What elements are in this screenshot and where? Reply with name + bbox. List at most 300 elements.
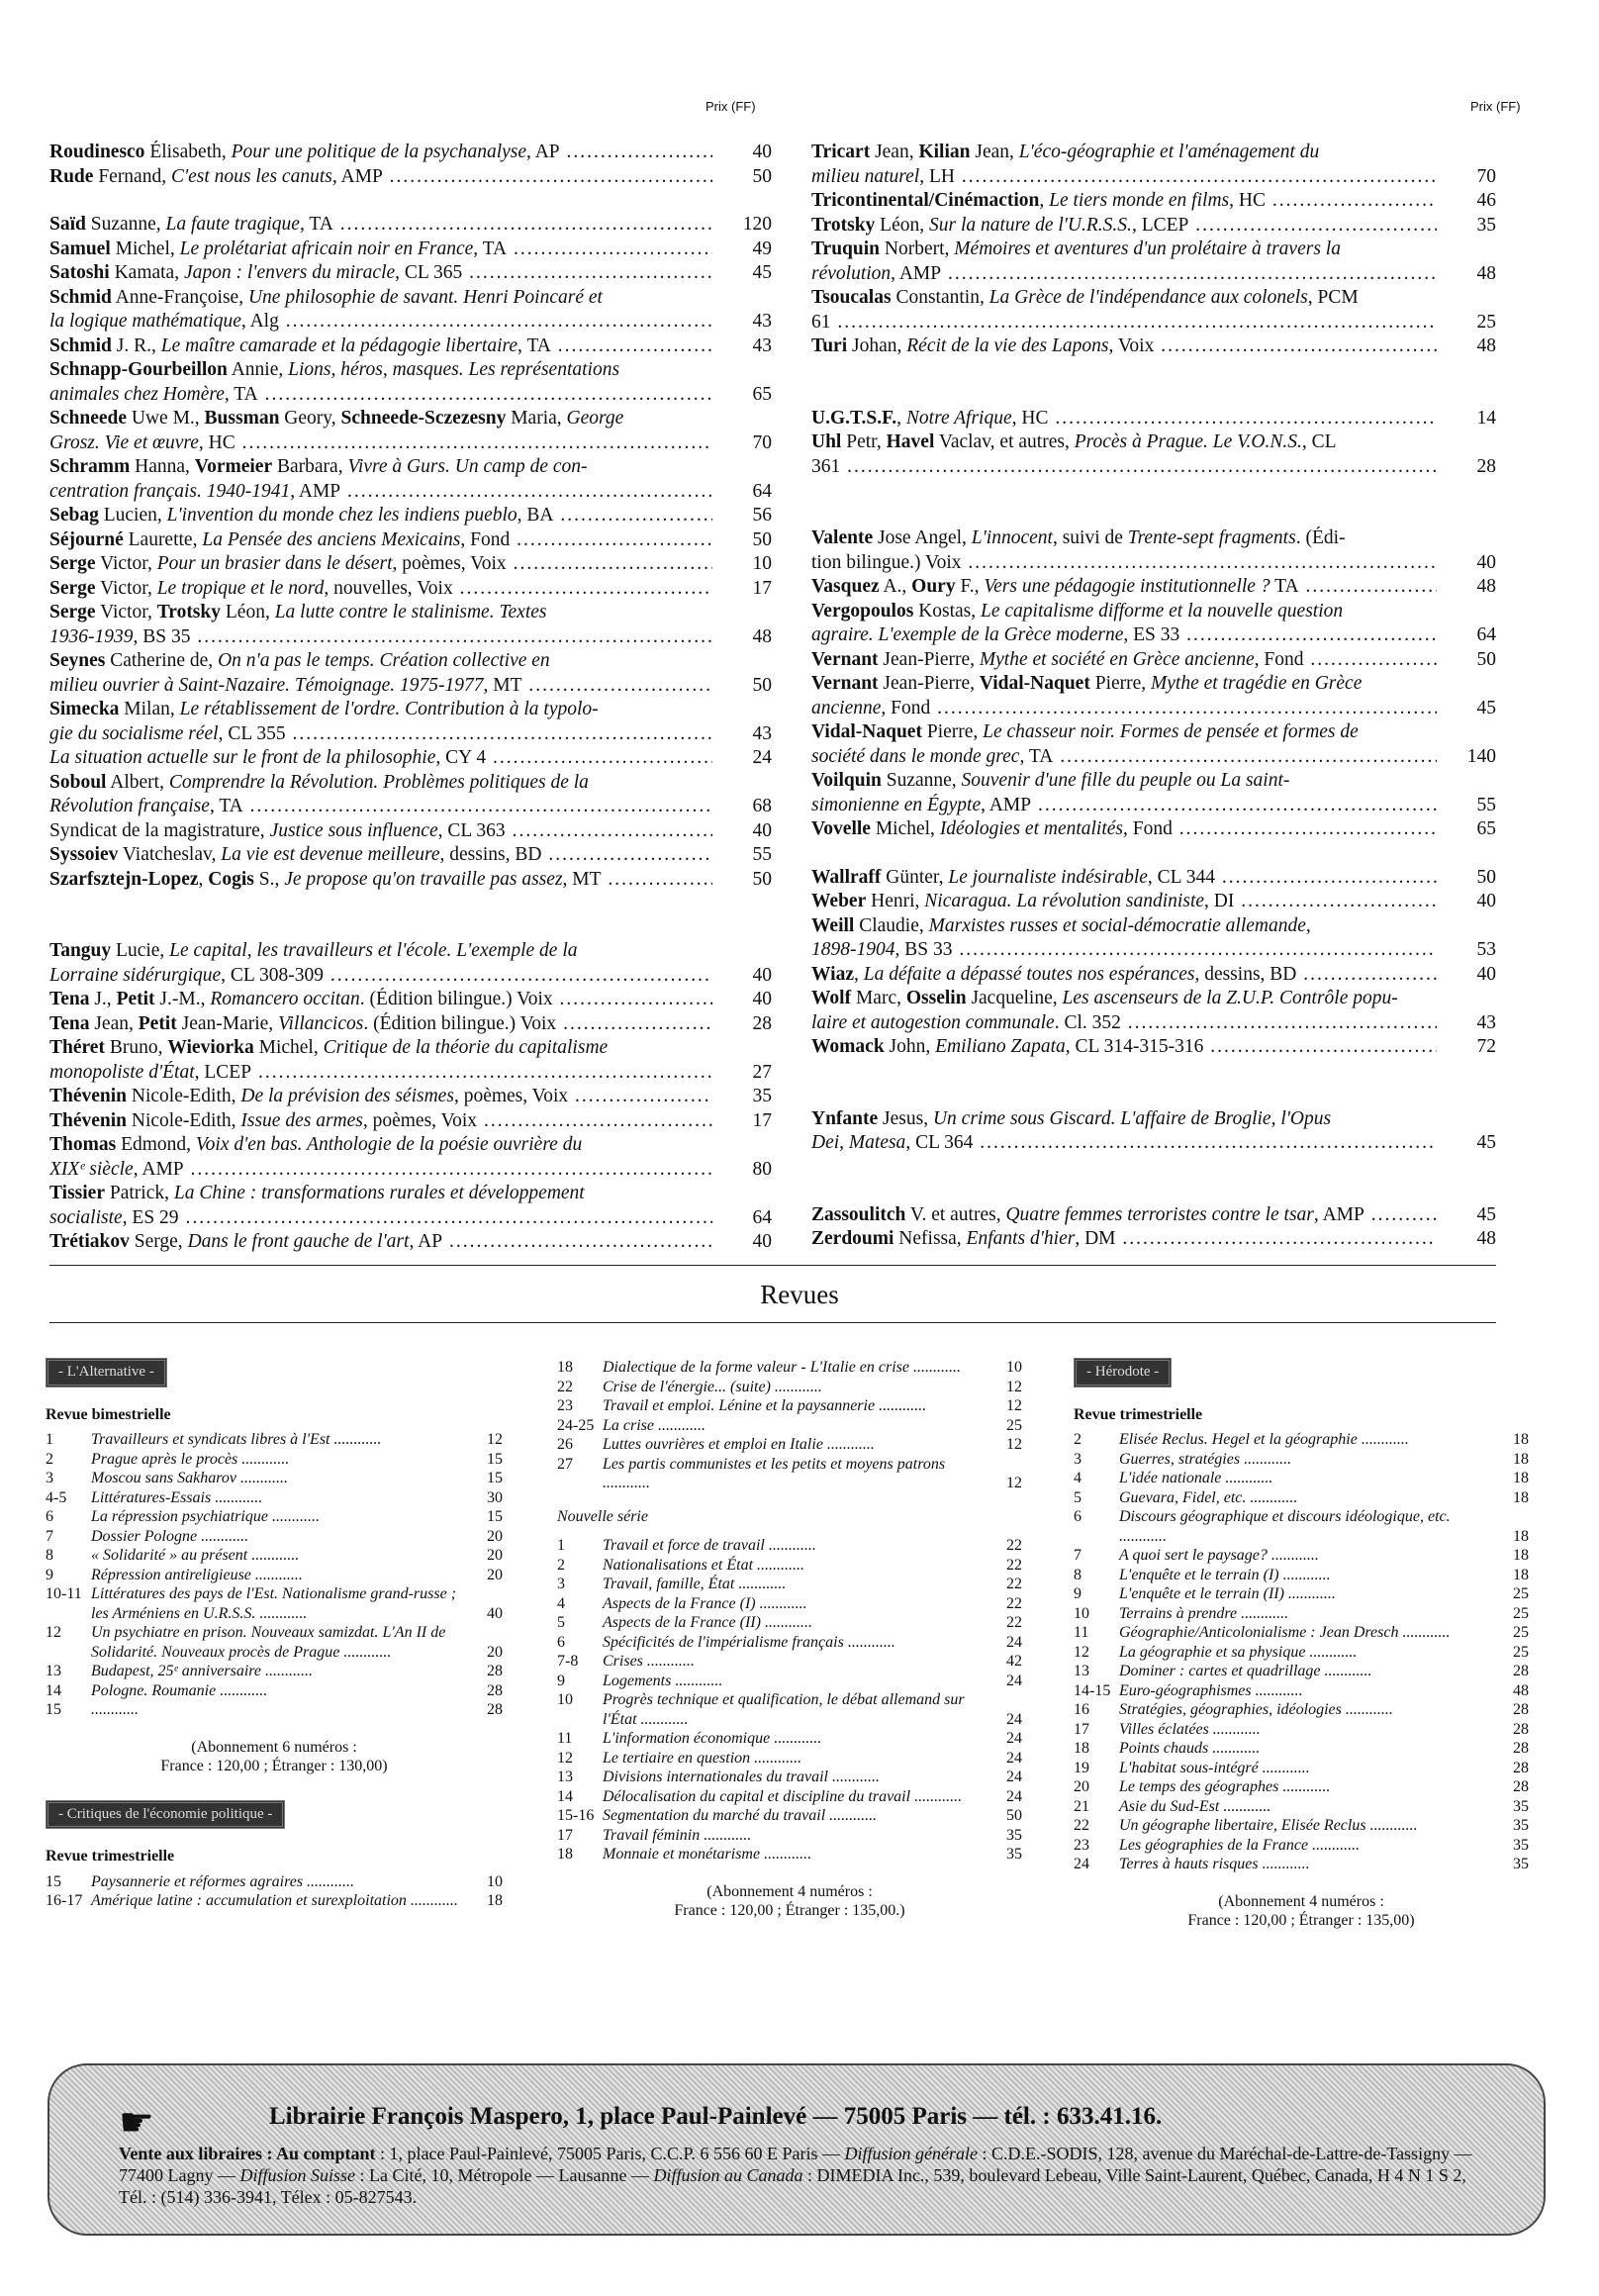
issue-title: Le temps des géographes ............ bbox=[1119, 1778, 1331, 1795]
issue-number: 22 bbox=[1074, 1817, 1089, 1834]
issue-price: 24 bbox=[1006, 1769, 1022, 1785]
issue-title: Travailleurs et syndicats libres à l'Est ............ bbox=[91, 1431, 382, 1448]
revue-issue bbox=[46, 1872, 503, 1892]
entry-price: 64 bbox=[1476, 624, 1496, 645]
entry-price: 40 bbox=[752, 819, 772, 841]
revue-issue bbox=[1074, 1450, 1529, 1470]
entry-line: Valente Jose Angel, L'innocent, suivi de Trente-sept fragments. (Édi- bbox=[811, 527, 1346, 548]
issue-number: 9 bbox=[46, 1566, 53, 1583]
issue-title: Moscou sans Sakharov ............ bbox=[91, 1470, 288, 1486]
issue-price: 15 bbox=[487, 1508, 503, 1525]
entry-line: Voilquin Suzanne, Souvenir d'une fille du peuple ou La saint- bbox=[811, 770, 1290, 791]
issue-title: Terrains à prendre ............ bbox=[1119, 1604, 1289, 1622]
entry-line: Wallraff Günter, Le journaliste indésirable, CL 344 ..... bbox=[811, 866, 1437, 891]
issue-title: L'information économique ............ bbox=[603, 1730, 822, 1747]
entry-price: 48 bbox=[1476, 1228, 1496, 1249]
issue-number: 23 bbox=[1074, 1836, 1089, 1854]
entry-line: Wiaz, La défaite a dépassé toutes nos espérances, dessins, BD ..... bbox=[811, 963, 1437, 988]
entry-price: 43 bbox=[1476, 1011, 1496, 1033]
entry-price: 65 bbox=[752, 383, 772, 405]
issue-title: Les géographies de la France ............ bbox=[1119, 1836, 1361, 1854]
entry-line: Syndicat de la magistrature, Justice sous influence, CL 363 ..... bbox=[49, 819, 712, 844]
entry-price: 40 bbox=[752, 989, 772, 1009]
nouvelle-serie-list bbox=[557, 1536, 1022, 1865]
revue-issue bbox=[46, 1584, 503, 1623]
abonnement-line: France : 120,00 ; Étranger : 135,00) bbox=[1187, 1912, 1415, 1929]
entry-line: Schramm Hanna, Vormeier Barbara, Vivre à Gurs. Un camp de con- bbox=[49, 456, 588, 477]
issue-title: Monnaie et monétarisme ............ bbox=[603, 1846, 812, 1863]
revue-issue bbox=[557, 1396, 1022, 1416]
revue-issue bbox=[1074, 1836, 1529, 1856]
revue-issue bbox=[557, 1455, 1022, 1493]
issue-number: 10-11 bbox=[46, 1585, 82, 1602]
revue-issue bbox=[557, 1826, 1022, 1846]
entry-price: 45 bbox=[1476, 1132, 1496, 1153]
issue-title: Délocalisation du capital et discipline du travail ............ bbox=[603, 1787, 963, 1805]
issue-number: 17 bbox=[1074, 1720, 1089, 1738]
entry-line: Tena J., Petit J.-M., Romancero occitan. (Édition bilingue.) Voix ..... bbox=[49, 988, 712, 1012]
entry-line: Seynes Catherine de, On n'a pas le temps. Création collective en bbox=[49, 650, 550, 671]
entry-line: La situation actuelle sur le front de la philosophie, CY 4 ..... bbox=[49, 746, 712, 771]
critiques-abonnement bbox=[557, 1882, 1022, 1921]
catalogue-entry bbox=[49, 698, 772, 746]
entry-line: Truquin Norbert, Mémoires et aventures d'un prolétaire à travers la bbox=[811, 239, 1341, 259]
revue-issue bbox=[557, 1652, 1022, 1672]
alternatives-list bbox=[46, 1430, 503, 1720]
entry-price: 43 bbox=[752, 722, 772, 744]
issue-price: 20 bbox=[487, 1566, 503, 1583]
entry-line: Schmid J. R., Le maître camarade et la pédagogie libertaire, TA ..... bbox=[49, 335, 712, 359]
issue-title: Dossier Pologne ............ bbox=[91, 1527, 249, 1545]
entry-price: 40 bbox=[1476, 551, 1496, 573]
revue-issue bbox=[557, 1556, 1022, 1576]
issue-number: 16-17 bbox=[46, 1892, 83, 1909]
catalogue-entry bbox=[49, 552, 772, 577]
issue-number: 2 bbox=[1074, 1431, 1082, 1448]
entry-line: Serge Victor, Pour un brasier dans le désert, poèmes, Voix ..... bbox=[49, 552, 712, 577]
issue-price: 28 bbox=[1513, 1778, 1529, 1795]
issue-title: « Solidarité » au présent ............ bbox=[91, 1547, 300, 1564]
issue-price: 15 bbox=[487, 1450, 503, 1468]
entry-price: 72 bbox=[1476, 1036, 1496, 1057]
revues-divider bbox=[49, 1322, 1496, 1323]
catalogue-entry bbox=[49, 1182, 772, 1230]
revue-issue bbox=[46, 1623, 503, 1662]
issue-title: La répression psychiatrique ............ bbox=[91, 1508, 320, 1525]
catalogue-entry bbox=[49, 939, 772, 988]
issue-number: 14 bbox=[557, 1787, 573, 1805]
issue-title: Un géographe libertaire, Elisée Reclus ............ bbox=[1119, 1817, 1418, 1834]
issue-number: 9 bbox=[557, 1672, 565, 1689]
issue-price: 35 bbox=[1513, 1856, 1529, 1872]
issue-price: 35 bbox=[1513, 1836, 1529, 1854]
entry-price: 64 bbox=[752, 480, 772, 502]
catalogue-entry bbox=[811, 890, 1496, 914]
catalogue-entry bbox=[49, 504, 772, 528]
issue-price: 18 bbox=[487, 1892, 503, 1909]
spacer bbox=[811, 479, 1496, 503]
issue-price: 28 bbox=[487, 1701, 503, 1718]
revue-column-3 bbox=[1074, 1358, 1529, 1941]
revue-issue bbox=[557, 1806, 1022, 1826]
entry-price: 50 bbox=[752, 868, 772, 890]
entry-line: agraire. L'exemple de la Grèce moderne, ES 33 ..... bbox=[811, 623, 1437, 648]
issue-title: Guerres, stratégies ............ bbox=[1119, 1450, 1292, 1468]
revue-issue bbox=[46, 1681, 503, 1701]
librairie-address: Librairie François Maspero, 1, place Paul-Painlevé — 75005 Paris — tél. : 633.41.16. bbox=[269, 2103, 1163, 2130]
issue-title: Travail et emploi. Lénine et la paysannerie ............ bbox=[603, 1397, 927, 1414]
critiques-list bbox=[46, 1872, 503, 1911]
issue-title: Prague après le procès ............ bbox=[91, 1450, 290, 1468]
catalogue-entry bbox=[49, 746, 772, 771]
entry-line: Tricart Jean, Kilian Jean, L'éco-géographie et l'aménagement du bbox=[811, 142, 1320, 162]
issue-title: Amérique latine : accumulation et surexploitation ............ bbox=[91, 1892, 458, 1909]
issue-title: Aspects de la France (I) ............ bbox=[603, 1594, 807, 1612]
issue-number: 13 bbox=[46, 1663, 61, 1679]
entry-line: la logique mathématique, Alg ..... bbox=[49, 310, 712, 335]
issue-title: Géographie/Anticolonialisme : Jean Dresch ............ bbox=[1119, 1624, 1451, 1641]
issue-number: 15 bbox=[46, 1701, 61, 1718]
entry-line: 361 ..... bbox=[811, 455, 1437, 480]
entry-line: Zerdoumi Nefissa, Enfants d'hier, DM ..... bbox=[811, 1227, 1437, 1252]
issue-price: 24 bbox=[1006, 1787, 1022, 1805]
entry-price: 50 bbox=[1476, 648, 1496, 670]
issue-title: La géographie et sa physique ............ bbox=[1119, 1643, 1358, 1661]
issue-price: 25 bbox=[1513, 1643, 1529, 1661]
top-divider bbox=[49, 1265, 1496, 1266]
catalogue-entry bbox=[811, 914, 1496, 963]
revue-issue bbox=[46, 1700, 503, 1720]
issue-title: Un psychiatre en prison. Nouveaux samizdat. L'An II de Solidarité. Nouveaux procès de Prague ............ bbox=[91, 1624, 446, 1661]
issue-number: 12 bbox=[46, 1624, 61, 1641]
revue-issue bbox=[557, 1633, 1022, 1653]
issue-number: 26 bbox=[557, 1436, 573, 1453]
issue-price: 18 bbox=[1513, 1450, 1529, 1468]
entry-line: laire et autogestion communale. Cl. 352 ..... bbox=[811, 1011, 1437, 1036]
entry-price: 24 bbox=[752, 747, 772, 768]
catalogue-entry bbox=[49, 649, 772, 698]
entry-line: Syssoiev Viatcheslav, La vie est devenue meilleure, dessins, BD ..... bbox=[49, 843, 712, 868]
revue-issue bbox=[557, 1672, 1022, 1691]
catalogue-entry bbox=[811, 407, 1496, 431]
entry-line: gie du socialisme réel, CL 355 ..... bbox=[49, 722, 712, 747]
issue-title: Crise de l'énergie... (suite) ............ bbox=[603, 1378, 822, 1395]
issue-title: Elisée Reclus. Hegel et la géographie ............ bbox=[1119, 1431, 1409, 1448]
revue-issue bbox=[46, 1469, 503, 1488]
issue-price: 18 bbox=[1513, 1431, 1529, 1448]
entry-price: 35 bbox=[1476, 214, 1496, 236]
issue-number: 6 bbox=[1074, 1508, 1082, 1525]
entry-line: Tricontinental/Cinémaction, Le tiers monde en films, HC ..... bbox=[811, 189, 1437, 214]
entry-line: Weber Henri, Nicaragua. La révolution sandiniste, DI ..... bbox=[811, 890, 1437, 914]
issue-price: 28 bbox=[1513, 1701, 1529, 1718]
catalogue-entry bbox=[49, 358, 772, 407]
issue-price: 40 bbox=[487, 1604, 503, 1622]
entry-price: 53 bbox=[1476, 939, 1496, 960]
entry-price: 45 bbox=[1476, 1203, 1496, 1225]
issue-title: Travail et force de travail ............ bbox=[603, 1537, 816, 1554]
abonnement-line: France : 120,00 ; Étranger : 135,00.) bbox=[674, 1902, 905, 1919]
revue-issue bbox=[46, 1527, 503, 1547]
issue-number: 22 bbox=[557, 1378, 573, 1395]
entry-price: 28 bbox=[1476, 455, 1496, 477]
revue-issue bbox=[557, 1575, 1022, 1594]
catalogue-entry bbox=[49, 261, 772, 286]
catalogue-entry bbox=[49, 407, 772, 455]
issue-number: 4-5 bbox=[46, 1488, 67, 1506]
entry-line: milieu naturel, LH ..... bbox=[811, 165, 1437, 190]
catalogue-entry bbox=[49, 1036, 772, 1085]
issue-price: 18 bbox=[1513, 1566, 1529, 1583]
issue-number: 9 bbox=[1074, 1585, 1082, 1602]
entry-line: Vasquez A., Oury F., Vers une pédagogie institutionnelle ? TA ..... bbox=[811, 575, 1437, 600]
alternatives-banner: - L'Alternative - bbox=[46, 1358, 167, 1387]
entry-line: Serge Victor, Trotsky Léon, La lutte contre le stalinisme. Textes bbox=[49, 602, 547, 622]
issue-number: 13 bbox=[557, 1769, 573, 1785]
catalogue-entry bbox=[49, 213, 772, 238]
issue-price: 12 bbox=[1006, 1397, 1022, 1414]
issue-number: 19 bbox=[1074, 1759, 1089, 1776]
entry-price: 50 bbox=[752, 674, 772, 696]
revue-column-1 bbox=[46, 1358, 503, 1911]
entry-line: Révolution française, TA ..... bbox=[49, 795, 712, 819]
revue-issue bbox=[557, 1768, 1022, 1787]
right-catalogue-column bbox=[811, 141, 1496, 1252]
issue-price: 28 bbox=[487, 1663, 503, 1679]
entry-price: 70 bbox=[1476, 165, 1496, 187]
catalogue-entry bbox=[811, 430, 1496, 479]
issue-number: 17 bbox=[557, 1826, 573, 1844]
entry-line: Weill Claudie, Marxistes russes et social-démocratie allemande, bbox=[811, 914, 1311, 936]
issue-number: 11 bbox=[1074, 1624, 1089, 1641]
issue-number: 24-25 bbox=[557, 1416, 595, 1434]
issue-number: 8 bbox=[1074, 1566, 1082, 1583]
entry-line: U.G.T.S.F., Notre Afrique, HC ..... bbox=[811, 407, 1437, 431]
issue-price: 18 bbox=[1513, 1547, 1529, 1564]
issue-number: 14-15 bbox=[1074, 1681, 1111, 1699]
entry-line: Lorraine sidérurgique, CL 308-309 ..... bbox=[49, 964, 712, 989]
spacer bbox=[811, 1060, 1496, 1084]
entry-price: 48 bbox=[1476, 335, 1496, 356]
issue-number: 8 bbox=[46, 1547, 53, 1564]
herodote-list bbox=[1074, 1430, 1529, 1874]
critiques-banner: - Critiques de l'économie politique - bbox=[46, 1800, 285, 1830]
entry-line: Tanguy Lucie, Le capital, les travailleurs et l'école. L'exemple de la bbox=[49, 940, 578, 961]
entry-line: ancienne, Fond ..... bbox=[811, 697, 1437, 721]
catalogue-entry bbox=[811, 335, 1496, 359]
issue-title: Dominer : cartes et quadrillage ............ bbox=[1119, 1663, 1372, 1679]
entry-line: Szarfsztejn-Lopez, Cogis S., Je propose qu'on travaille pas assez, MT ..... bbox=[49, 868, 712, 893]
revue-issue bbox=[46, 1488, 503, 1508]
catalogue-entry bbox=[49, 601, 772, 649]
critiques-continued-list bbox=[557, 1358, 1022, 1493]
issue-title: Segmentation du marché du travail ............ bbox=[603, 1807, 878, 1824]
revue-issue bbox=[1074, 1507, 1529, 1546]
revue-issue bbox=[1074, 1566, 1529, 1585]
abonnement-line: (Abonnement 6 numéros : bbox=[191, 1738, 357, 1756]
issue-title: Nationalisations et État ............ bbox=[603, 1556, 805, 1574]
catalogue-entry bbox=[49, 528, 772, 553]
issue-number: 18 bbox=[557, 1846, 573, 1863]
revue-issue bbox=[46, 1450, 503, 1470]
issue-title: Points chauds ............ bbox=[1119, 1740, 1261, 1757]
issue-price: 20 bbox=[487, 1527, 503, 1545]
issue-title: Budapest, 25ᵉ anniversaire ............ bbox=[91, 1663, 314, 1679]
issue-number: 7 bbox=[46, 1527, 53, 1545]
issue-number: 24 bbox=[1074, 1856, 1089, 1872]
issue-price: 20 bbox=[487, 1643, 503, 1661]
revue-issue bbox=[557, 1358, 1022, 1378]
issue-price: 25 bbox=[1513, 1624, 1529, 1641]
revue-issue bbox=[1074, 1662, 1529, 1681]
entry-line: Simecka Milan, Le rétablissement de l'ordre. Contribution à la typolo- bbox=[49, 699, 599, 719]
abonnement-line: France : 120,00 ; Étranger : 130,00) bbox=[160, 1758, 388, 1774]
revue-issue bbox=[1074, 1797, 1529, 1817]
entry-price: 17 bbox=[752, 577, 772, 599]
revue-issue bbox=[46, 1662, 503, 1681]
catalogue-entry bbox=[811, 600, 1496, 648]
issue-number: 13 bbox=[1074, 1663, 1089, 1679]
revue-issue bbox=[46, 1546, 503, 1566]
issue-price: 35 bbox=[1006, 1846, 1022, 1863]
entry-line: Thévenin Nicole-Edith, De la prévision des séismes, poèmes, Voix ..... bbox=[49, 1085, 712, 1109]
revue-issue bbox=[46, 1507, 503, 1527]
revue-issue bbox=[557, 1536, 1022, 1556]
issue-title: L'idée nationale ............ bbox=[1119, 1470, 1273, 1486]
revue-issue bbox=[557, 1613, 1022, 1633]
spacer bbox=[811, 1084, 1496, 1107]
revue-issue bbox=[1074, 1584, 1529, 1604]
entry-line: Vidal-Naquet Pierre, Le chasseur noir. Formes de pensée et formes de bbox=[811, 721, 1359, 742]
entry-price: 43 bbox=[752, 335, 772, 356]
catalogue-entry bbox=[49, 165, 772, 190]
entry-line: Wolf Marc, Osselin Jacqueline, Les ascenseurs de la Z.U.P. Contrôle popu- bbox=[811, 988, 1398, 1008]
issue-number: 20 bbox=[1074, 1778, 1089, 1795]
issue-number: 12 bbox=[1074, 1643, 1089, 1661]
issue-price: 25 bbox=[1513, 1604, 1529, 1622]
herodote-abonnement bbox=[1074, 1892, 1529, 1931]
revue-issue bbox=[1074, 1759, 1529, 1778]
catalogue-entry bbox=[49, 1085, 772, 1109]
issue-title: Littératures-Essais ............ bbox=[91, 1488, 263, 1506]
catalogue-entry bbox=[49, 1109, 772, 1134]
issue-price: 30 bbox=[487, 1488, 503, 1506]
entry-price: 40 bbox=[752, 1231, 772, 1252]
spacer bbox=[49, 189, 772, 213]
entry-price: 50 bbox=[752, 528, 772, 550]
issue-number: 18 bbox=[557, 1359, 573, 1376]
revue-issue bbox=[1074, 1546, 1529, 1566]
issue-price: 35 bbox=[1513, 1797, 1529, 1815]
catalogue-entry bbox=[811, 238, 1496, 286]
issue-price: 10 bbox=[1006, 1359, 1022, 1376]
issue-price: 18 bbox=[1513, 1527, 1529, 1545]
entry-price: 49 bbox=[752, 238, 772, 259]
issue-title: Le tertiaire en question ............ bbox=[603, 1749, 802, 1767]
alternatives-abonnement bbox=[46, 1738, 503, 1776]
revue-issue bbox=[557, 1749, 1022, 1769]
entry-line: Tissier Patrick, La Chine : transformations rurales et développement bbox=[49, 1183, 585, 1203]
entry-line: Womack John, Emiliano Zapata, CL 314-315-316 ..... bbox=[811, 1035, 1437, 1060]
entry-line: Schneede Uwe M., Bussman Geory, Schneede-Sczezesny Maria, George bbox=[49, 408, 624, 429]
entry-line: Soboul Albert, Comprendre la Révolution. Problèmes politiques de la bbox=[49, 771, 589, 793]
catalogue-entry bbox=[811, 672, 1496, 720]
issue-title: Discours géographique et discours idéologique, etc. ............ bbox=[1119, 1508, 1451, 1545]
entry-price: 17 bbox=[752, 1109, 772, 1131]
revue-column-2 bbox=[557, 1358, 1022, 1931]
revue-issue bbox=[557, 1845, 1022, 1865]
revue-issue bbox=[1074, 1469, 1529, 1488]
catalogue-entry bbox=[49, 1133, 772, 1182]
entry-price: 40 bbox=[752, 142, 772, 162]
issue-number: 3 bbox=[1074, 1450, 1082, 1468]
issue-number: 5 bbox=[557, 1614, 565, 1631]
catalogue-entry bbox=[811, 720, 1496, 769]
catalogue-entry bbox=[811, 189, 1496, 214]
catalogue-entry bbox=[811, 769, 1496, 817]
entry-line: société dans le monde grec, TA ..... bbox=[811, 745, 1437, 770]
spacer bbox=[811, 842, 1496, 866]
entry-price: 140 bbox=[1466, 745, 1496, 767]
revue-issue bbox=[1074, 1777, 1529, 1797]
catalogue-entry bbox=[811, 987, 1496, 1035]
issue-number: 23 bbox=[557, 1397, 573, 1414]
issue-price: 12 bbox=[1006, 1436, 1022, 1453]
catalogue-entry bbox=[49, 1012, 772, 1037]
catalogue-entry bbox=[811, 214, 1496, 239]
issue-price: 50 bbox=[1006, 1807, 1022, 1824]
catalogue-entry bbox=[49, 988, 772, 1012]
catalogue-entry bbox=[811, 866, 1496, 891]
revue-issue bbox=[1074, 1488, 1529, 1508]
issue-price: 42 bbox=[1006, 1653, 1022, 1670]
issue-title: Guevara, Fidel, etc. ............ bbox=[1119, 1488, 1298, 1506]
issue-title: L'enquête et le terrain (I) ............ bbox=[1119, 1566, 1331, 1583]
entry-line: Vernant Jean-Pierre, Mythe et société en Grèce ancienne, Fond ..... bbox=[811, 648, 1437, 673]
issue-title: Littératures des pays de l'Est. Nationalisme grand-russe ; les Arméniens en U.R.S.S. ............ bbox=[91, 1585, 457, 1622]
issue-number: 16 bbox=[1074, 1701, 1089, 1718]
entry-line: Trétiakov Serge, Dans le front gauche de l'art, AP ..... bbox=[49, 1230, 712, 1255]
issue-number: 14 bbox=[46, 1681, 61, 1699]
entry-line: Rude Fernand, C'est nous les canuts, AMP ..... bbox=[49, 165, 712, 190]
entry-price: 43 bbox=[752, 311, 772, 332]
revue-issue bbox=[1074, 1720, 1529, 1740]
entry-price: 80 bbox=[752, 1158, 772, 1180]
issue-price: 12 bbox=[487, 1431, 503, 1448]
entry-line: Vovelle Michel, Idéologies et mentalités, Fond ..... bbox=[811, 817, 1437, 842]
issue-title: Travail féminin ............ bbox=[603, 1826, 752, 1844]
herodote-banner: - Hérodote - bbox=[1074, 1358, 1172, 1387]
entry-price: 70 bbox=[752, 431, 772, 453]
revue-issue bbox=[557, 1416, 1022, 1436]
revue-issue bbox=[1074, 1700, 1529, 1720]
catalogue-entry bbox=[49, 868, 772, 893]
issue-number: 6 bbox=[46, 1508, 53, 1525]
issue-title: ............ bbox=[91, 1701, 139, 1718]
entry-line: XIXᵉ siècle, AMP ..... bbox=[49, 1158, 712, 1183]
revue-issue bbox=[557, 1729, 1022, 1749]
entry-price: 65 bbox=[1476, 818, 1496, 839]
entry-price: 64 bbox=[752, 1206, 772, 1228]
issue-price: 24 bbox=[1006, 1672, 1022, 1689]
entry-line: Vernant Jean-Pierre, Vidal-Naquet Pierre, Mythe et tragédie en Grèce bbox=[811, 673, 1363, 694]
revue-issue bbox=[557, 1690, 1022, 1729]
entry-line: Séjourné Laurette, La Pensée des anciens Mexicains, Fond ..... bbox=[49, 528, 712, 553]
spacer bbox=[811, 359, 1496, 383]
catalogue-entry bbox=[49, 819, 772, 844]
entry-line: Vergopoulos Kostas, Le capitalisme difforme et la nouvelle question bbox=[811, 600, 1344, 622]
issue-title: A quoi sert le paysage? ............ bbox=[1119, 1547, 1319, 1564]
